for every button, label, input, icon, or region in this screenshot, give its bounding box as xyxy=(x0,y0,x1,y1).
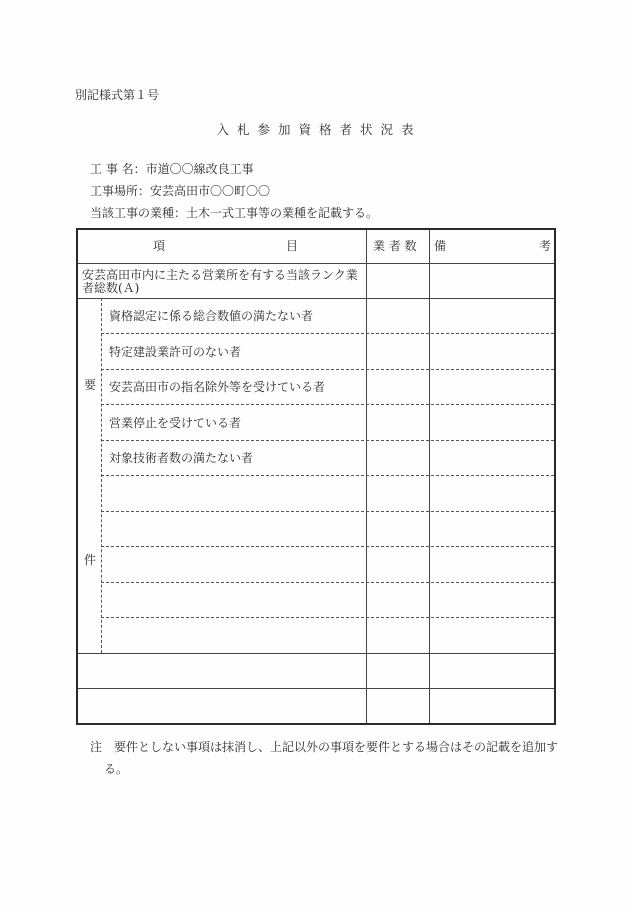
project-name-value: 市道〇〇線改良工事 xyxy=(145,162,254,176)
business-type-label: 当該工事の業種： xyxy=(90,206,187,220)
requirement-row-divider xyxy=(101,582,554,583)
extra-row-divider xyxy=(78,688,554,689)
requirement-row-divider xyxy=(101,369,554,370)
bidder-status-table xyxy=(76,228,556,725)
requirement-row-divider xyxy=(101,511,554,512)
requirements-group-label-bottom: 件 xyxy=(84,553,97,567)
total-row-label-line1: 安芸高田市内に主たる営業所を有する当該ランク業 xyxy=(82,268,358,282)
location-value: 安芸高田市〇〇町〇〇 xyxy=(150,184,271,198)
requirement-row-divider xyxy=(101,440,554,441)
total-row-divider xyxy=(78,298,554,299)
requirement-row-label: 対象技術者数の満たない者 xyxy=(109,451,254,465)
footnote xyxy=(90,736,565,780)
location-label: 工事場所： xyxy=(90,184,151,198)
footnote-line1: 注 要件としない事項は抹消し、上記以外の事項を要件とする場合はその記載を追加す xyxy=(90,740,559,754)
requirement-row-divider xyxy=(101,546,554,547)
business-type-value: 土木一式工事等の業種を記載する。 xyxy=(186,206,379,220)
location-line xyxy=(90,182,270,199)
requirement-row-divider xyxy=(101,333,554,334)
requirement-row-divider xyxy=(101,475,554,476)
requirements-group-label-top: 要 xyxy=(84,378,97,392)
header-remarks-right: 考 xyxy=(539,239,552,253)
total-row-label-line2: 者総数(Ａ) xyxy=(82,281,140,295)
header-remarks-left: 備 xyxy=(434,239,447,253)
requirement-row-label: 営業停止を受けている者 xyxy=(109,416,242,430)
project-name-label: 工 事 名： xyxy=(90,162,146,176)
form-number: 別記様式第１号 xyxy=(75,88,160,102)
project-name-line xyxy=(90,160,254,177)
requirement-row-divider xyxy=(101,617,554,618)
document-title: 入札参加資格者状況表 xyxy=(216,122,422,137)
requirement-row-label: 安芸高田市の指名除外等を受けている者 xyxy=(109,380,326,394)
header-item-right: 目 xyxy=(286,239,299,253)
footnote-line2: る。 xyxy=(104,762,129,776)
header-count: 業 者 数 xyxy=(373,239,417,253)
column-divider-count xyxy=(366,230,367,723)
requirements-bottom-divider xyxy=(78,653,554,654)
header-item-left: 項 xyxy=(153,239,166,253)
requirement-row-divider xyxy=(101,404,554,405)
header-divider xyxy=(78,263,554,264)
requirement-row-label: 特定建設業許可のない者 xyxy=(109,345,242,359)
business-type-line xyxy=(90,204,378,221)
requirement-row-label: 資格認定に係る総合数値の満たない者 xyxy=(109,309,314,323)
column-divider-remarks xyxy=(429,230,430,723)
